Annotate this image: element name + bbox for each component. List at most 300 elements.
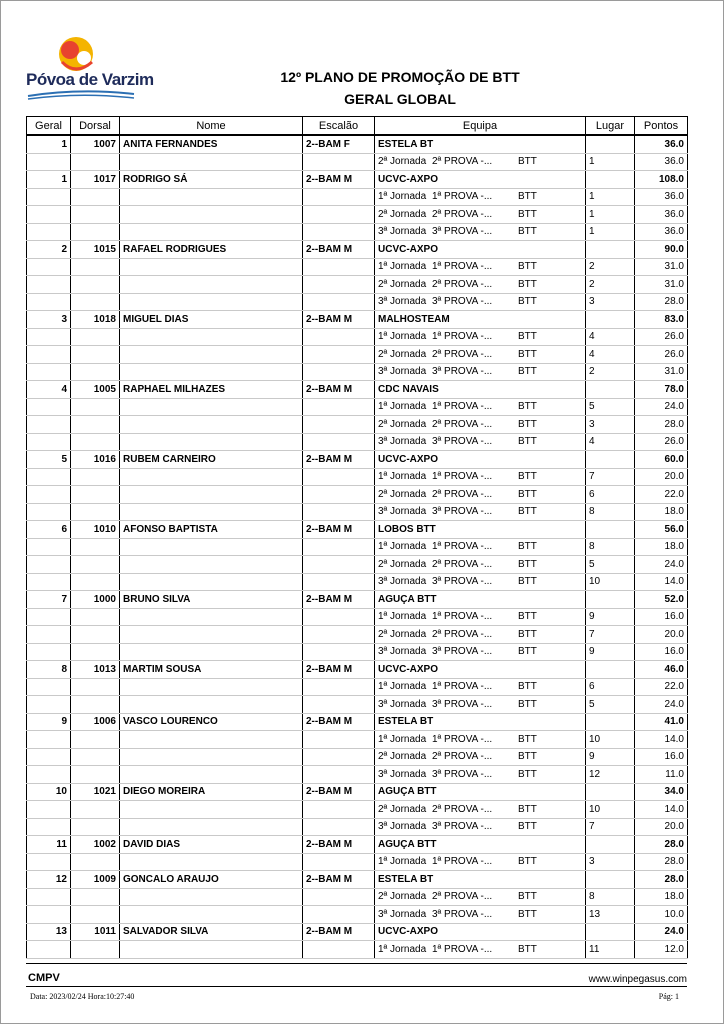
empty-cell xyxy=(27,906,71,924)
jornada-label: 3ª Jornada xyxy=(378,576,427,588)
prova-info-cell xyxy=(375,503,586,521)
empty-cell xyxy=(303,293,375,311)
empty-cell xyxy=(303,188,375,206)
prova-info-cell xyxy=(375,906,586,924)
empty-cell xyxy=(27,941,71,959)
prova-row xyxy=(27,818,688,836)
escalao-cell: 2--BAM M xyxy=(303,661,375,679)
prova-row xyxy=(27,328,688,346)
geral-cell: 1 xyxy=(27,135,71,153)
lugar-cell: 5 xyxy=(586,398,635,416)
pontos-cell: 52.0 xyxy=(635,591,688,609)
pontos-cell: 26.0 xyxy=(635,433,688,451)
lugar-cell xyxy=(586,171,635,189)
modalidade-label: BTT xyxy=(518,261,537,273)
athlete-row xyxy=(27,836,688,854)
empty-cell xyxy=(71,538,120,556)
prova-label: 3ª PROVA -... xyxy=(432,821,493,833)
equipa-cell: UCVC-AXPO xyxy=(375,923,586,941)
modalidade-label: BTT xyxy=(518,803,537,815)
prova-info-cell xyxy=(375,941,586,959)
lugar-cell: 1 xyxy=(586,188,635,206)
pontos-cell: 14.0 xyxy=(635,731,688,749)
empty-cell xyxy=(71,293,120,311)
jornada-label: 1ª Jornada xyxy=(378,611,427,623)
prova-info-cell xyxy=(375,608,586,626)
lugar-cell: 2 xyxy=(586,363,635,381)
prova-row xyxy=(27,223,688,241)
jornada-label: 1ª Jornada xyxy=(378,261,427,273)
empty-cell xyxy=(71,433,120,451)
prova-label: 1ª PROVA -... xyxy=(432,611,493,623)
pontos-cell: 36.0 xyxy=(635,153,688,171)
empty-cell xyxy=(71,398,120,416)
pontos-cell: 108.0 xyxy=(635,171,688,189)
geral-cell: 8 xyxy=(27,661,71,679)
athlete-row xyxy=(27,661,688,679)
dorsal-cell: 1011 xyxy=(71,923,120,941)
equipa-cell: UCVC-AXPO xyxy=(375,661,586,679)
empty-cell xyxy=(120,486,303,504)
empty-cell xyxy=(71,906,120,924)
prova-info-cell xyxy=(375,416,586,434)
pontos-cell: 22.0 xyxy=(635,486,688,504)
empty-cell xyxy=(71,853,120,871)
pontos-cell: 16.0 xyxy=(635,748,688,766)
empty-cell xyxy=(71,363,120,381)
prova-label: 2ª PROVA -... xyxy=(432,348,493,360)
escalao-cell: 2--BAM M xyxy=(303,381,375,399)
athlete-row xyxy=(27,521,688,539)
empty-cell xyxy=(27,503,71,521)
prova-row xyxy=(27,643,688,661)
empty-cell xyxy=(303,608,375,626)
empty-cell xyxy=(27,696,71,714)
pontos-cell: 41.0 xyxy=(635,713,688,731)
prova-info-cell xyxy=(375,363,586,381)
empty-cell xyxy=(120,696,303,714)
nome-cell: DIEGO MOREIRA xyxy=(120,783,303,801)
dorsal-cell: 1002 xyxy=(71,836,120,854)
empty-cell xyxy=(27,486,71,504)
escalao-cell: 2--BAM M xyxy=(303,311,375,329)
prova-row xyxy=(27,276,688,294)
empty-cell xyxy=(71,468,120,486)
jornada-label: 2ª Jornada xyxy=(378,348,427,360)
empty-cell xyxy=(71,643,120,661)
empty-cell xyxy=(303,818,375,836)
col-pontos: Pontos xyxy=(635,117,688,136)
equipa-cell: CDC NAVAIS xyxy=(375,381,586,399)
empty-cell xyxy=(303,223,375,241)
lugar-cell xyxy=(586,451,635,469)
lugar-cell xyxy=(586,381,635,399)
prova-info-cell xyxy=(375,731,586,749)
prova-row xyxy=(27,153,688,171)
empty-cell xyxy=(71,206,120,224)
empty-cell xyxy=(120,293,303,311)
empty-cell xyxy=(303,731,375,749)
prova-row xyxy=(27,906,688,924)
empty-cell xyxy=(303,486,375,504)
escalao-cell: 2--BAM F xyxy=(303,135,375,153)
prova-row xyxy=(27,398,688,416)
empty-cell xyxy=(120,503,303,521)
empty-cell xyxy=(27,801,71,819)
empty-cell xyxy=(120,801,303,819)
col-escalao: Escalão xyxy=(303,117,375,136)
pontos-cell: 31.0 xyxy=(635,258,688,276)
empty-cell xyxy=(120,678,303,696)
empty-cell xyxy=(27,468,71,486)
lugar-cell: 4 xyxy=(586,433,635,451)
empty-cell xyxy=(303,556,375,574)
prova-label: 1ª PROVA -... xyxy=(432,401,493,413)
empty-cell xyxy=(303,468,375,486)
dorsal-cell: 1016 xyxy=(71,451,120,469)
jornada-label: 1ª Jornada xyxy=(378,856,427,868)
prova-info-cell xyxy=(375,328,586,346)
jornada-label: 1ª Jornada xyxy=(378,331,427,343)
empty-cell xyxy=(303,696,375,714)
equipa-cell: AGUÇA BTT xyxy=(375,836,586,854)
lugar-cell xyxy=(586,241,635,259)
pontos-cell: 28.0 xyxy=(635,416,688,434)
jornada-label: 1ª Jornada xyxy=(378,733,427,745)
pontos-cell: 12.0 xyxy=(635,941,688,959)
escalao-cell: 2--BAM M xyxy=(303,171,375,189)
prova-label: 1ª PROVA -... xyxy=(432,733,493,745)
geral-cell: 3 xyxy=(27,311,71,329)
pontos-cell: 26.0 xyxy=(635,346,688,364)
equipa-cell: UCVC-AXPO xyxy=(375,171,586,189)
empty-cell xyxy=(303,643,375,661)
nome-cell: SALVADOR SILVA xyxy=(120,923,303,941)
geral-cell: 6 xyxy=(27,521,71,539)
empty-cell xyxy=(303,538,375,556)
prova-row xyxy=(27,678,688,696)
empty-cell xyxy=(303,888,375,906)
prova-label: 1ª PROVA -... xyxy=(432,541,493,553)
pontos-cell: 18.0 xyxy=(635,538,688,556)
empty-cell xyxy=(120,328,303,346)
jornada-label: 2ª Jornada xyxy=(378,628,427,640)
empty-cell xyxy=(120,573,303,591)
prova-label: 3ª PROVA -... xyxy=(432,576,493,588)
equipa-cell: ESTELA BT xyxy=(375,135,586,153)
nome-cell: RUBEM CARNEIRO xyxy=(120,451,303,469)
nome-cell: VASCO LOURENCO xyxy=(120,713,303,731)
empty-cell xyxy=(27,188,71,206)
athlete-row xyxy=(27,713,688,731)
pontos-cell: 83.0 xyxy=(635,311,688,329)
athlete-row xyxy=(27,135,688,153)
logo-text: Póvoa de Varzim xyxy=(26,70,154,89)
prova-row xyxy=(27,188,688,206)
prova-row xyxy=(27,363,688,381)
modalidade-label: BTT xyxy=(518,226,537,238)
empty-cell xyxy=(71,731,120,749)
dorsal-cell: 1009 xyxy=(71,871,120,889)
pontos-cell: 16.0 xyxy=(635,643,688,661)
nome-cell: ANITA FERNANDES xyxy=(120,135,303,153)
modalidade-label: BTT xyxy=(518,751,537,763)
modalidade-label: BTT xyxy=(518,611,537,623)
jornada-label: 3ª Jornada xyxy=(378,436,427,448)
lugar-cell: 6 xyxy=(586,678,635,696)
nome-cell: AFONSO BAPTISTA xyxy=(120,521,303,539)
equipa-cell: UCVC-AXPO xyxy=(375,241,586,259)
empty-cell xyxy=(71,486,120,504)
empty-cell xyxy=(27,398,71,416)
escalao-cell: 2--BAM M xyxy=(303,923,375,941)
empty-cell xyxy=(303,748,375,766)
empty-cell xyxy=(303,328,375,346)
results-table xyxy=(26,116,688,959)
prova-info-cell xyxy=(375,853,586,871)
dorsal-cell: 1021 xyxy=(71,783,120,801)
prova-row xyxy=(27,853,688,871)
prova-info-cell xyxy=(375,888,586,906)
jornada-label: 2ª Jornada xyxy=(378,488,427,500)
lugar-cell: 3 xyxy=(586,853,635,871)
empty-cell xyxy=(120,258,303,276)
pontos-cell: 24.0 xyxy=(635,556,688,574)
empty-cell xyxy=(71,503,120,521)
modalidade-label: BTT xyxy=(518,506,537,518)
prova-label: 2ª PROVA -... xyxy=(432,891,493,903)
modalidade-label: BTT xyxy=(518,471,537,483)
jornada-label: 3ª Jornada xyxy=(378,226,427,238)
empty-cell xyxy=(71,608,120,626)
empty-cell xyxy=(71,801,120,819)
pontos-cell: 11.0 xyxy=(635,766,688,784)
empty-cell xyxy=(120,276,303,294)
empty-cell xyxy=(303,206,375,224)
pontos-cell: 18.0 xyxy=(635,503,688,521)
jornada-label: 1ª Jornada xyxy=(378,401,427,413)
jornada-label: 3ª Jornada xyxy=(378,821,427,833)
prova-info-cell xyxy=(375,206,586,224)
empty-cell xyxy=(120,748,303,766)
prova-info-cell xyxy=(375,398,586,416)
jornada-label: 1ª Jornada xyxy=(378,541,427,553)
modalidade-label: BTT xyxy=(518,821,537,833)
prova-row xyxy=(27,416,688,434)
prova-row xyxy=(27,766,688,784)
lugar-cell xyxy=(586,311,635,329)
lugar-cell xyxy=(586,661,635,679)
empty-cell xyxy=(120,538,303,556)
equipa-cell: MALHOSTEAM xyxy=(375,311,586,329)
pontos-cell: 31.0 xyxy=(635,276,688,294)
empty-cell xyxy=(303,433,375,451)
report-subtitle: GERAL GLOBAL xyxy=(344,91,456,107)
empty-cell xyxy=(303,363,375,381)
athlete-row xyxy=(27,923,688,941)
pontos-cell: 36.0 xyxy=(635,206,688,224)
lugar-cell: 10 xyxy=(586,731,635,749)
geral-cell: 7 xyxy=(27,591,71,609)
modalidade-label: BTT xyxy=(518,191,537,203)
prova-label: 2ª PROVA -... xyxy=(432,628,493,640)
modalidade-label: BTT xyxy=(518,628,537,640)
empty-cell xyxy=(303,503,375,521)
empty-cell xyxy=(120,188,303,206)
dorsal-cell: 1000 xyxy=(71,591,120,609)
lugar-cell: 2 xyxy=(586,258,635,276)
empty-cell xyxy=(27,626,71,644)
empty-cell xyxy=(303,941,375,959)
prova-info-cell xyxy=(375,468,586,486)
empty-cell xyxy=(120,468,303,486)
col-nome: Nome xyxy=(120,117,303,136)
prova-row xyxy=(27,258,688,276)
prova-row xyxy=(27,573,688,591)
equipa-cell: LOBOS BTT xyxy=(375,521,586,539)
empty-cell xyxy=(27,328,71,346)
empty-cell xyxy=(71,223,120,241)
empty-cell xyxy=(120,626,303,644)
prova-info-cell xyxy=(375,276,586,294)
footer-page: Pág: 1 xyxy=(658,992,679,1001)
prova-row xyxy=(27,556,688,574)
empty-cell xyxy=(71,748,120,766)
lugar-cell: 8 xyxy=(586,888,635,906)
nome-cell: GONCALO ARAUJO xyxy=(120,871,303,889)
empty-cell xyxy=(120,206,303,224)
lugar-cell: 4 xyxy=(586,328,635,346)
col-geral: Geral xyxy=(27,117,71,136)
pontos-cell: 14.0 xyxy=(635,573,688,591)
pontos-cell: 22.0 xyxy=(635,678,688,696)
geral-cell: 11 xyxy=(27,836,71,854)
modalidade-label: BTT xyxy=(518,698,537,710)
lugar-cell: 10 xyxy=(586,801,635,819)
prova-info-cell xyxy=(375,626,586,644)
pontos-cell: 18.0 xyxy=(635,888,688,906)
lugar-cell: 9 xyxy=(586,643,635,661)
jornada-label: 1ª Jornada xyxy=(378,943,427,955)
empty-cell xyxy=(27,608,71,626)
prova-info-cell xyxy=(375,818,586,836)
pontos-cell: 36.0 xyxy=(635,135,688,153)
modalidade-label: BTT xyxy=(518,418,537,430)
lugar-cell xyxy=(586,135,635,153)
modalidade-label: BTT xyxy=(518,558,537,570)
modalidade-label: BTT xyxy=(518,208,537,220)
lugar-cell: 5 xyxy=(586,556,635,574)
empty-cell xyxy=(120,941,303,959)
nome-cell: MARTIM SOUSA xyxy=(120,661,303,679)
jornada-label: 1ª Jornada xyxy=(378,471,427,483)
prova-info-cell xyxy=(375,258,586,276)
empty-cell xyxy=(27,643,71,661)
pontos-cell: 36.0 xyxy=(635,223,688,241)
pontos-cell: 16.0 xyxy=(635,608,688,626)
modalidade-label: BTT xyxy=(518,908,537,920)
prova-info-cell xyxy=(375,188,586,206)
jornada-label: 1ª Jornada xyxy=(378,681,427,693)
prova-label: 3ª PROVA -... xyxy=(432,296,493,308)
prova-info-cell xyxy=(375,538,586,556)
empty-cell xyxy=(27,678,71,696)
prova-row xyxy=(27,293,688,311)
geral-cell: 10 xyxy=(27,783,71,801)
prova-label: 2ª PROVA -... xyxy=(432,208,493,220)
prova-row xyxy=(27,433,688,451)
empty-cell xyxy=(120,643,303,661)
prova-row xyxy=(27,486,688,504)
pontos-cell: 56.0 xyxy=(635,521,688,539)
lugar-cell: 5 xyxy=(586,696,635,714)
geral-cell: 2 xyxy=(27,241,71,259)
empty-cell xyxy=(120,906,303,924)
escalao-cell: 2--BAM M xyxy=(303,871,375,889)
lugar-cell: 8 xyxy=(586,538,635,556)
empty-cell xyxy=(120,853,303,871)
empty-cell xyxy=(27,276,71,294)
modalidade-label: BTT xyxy=(518,366,537,378)
prova-info-cell xyxy=(375,486,586,504)
empty-cell xyxy=(27,538,71,556)
footer-date: Data: 2023/02/24 Hora:10:27:40 xyxy=(30,992,135,1001)
table-header xyxy=(27,117,688,136)
jornada-label: 3ª Jornada xyxy=(378,366,427,378)
empty-cell xyxy=(71,766,120,784)
lugar-cell: 9 xyxy=(586,748,635,766)
jornada-label: 2ª Jornada xyxy=(378,891,427,903)
prova-row xyxy=(27,696,688,714)
prova-info-cell xyxy=(375,766,586,784)
prova-row xyxy=(27,731,688,749)
empty-cell xyxy=(303,766,375,784)
empty-cell xyxy=(27,293,71,311)
lugar-cell: 1 xyxy=(586,206,635,224)
jornada-label: 2ª Jornada xyxy=(378,208,427,220)
jornada-label: 2ª Jornada xyxy=(378,418,427,430)
empty-cell xyxy=(71,328,120,346)
report-title: 12º PLANO DE PROMOÇÃO DE BTT xyxy=(280,69,520,85)
empty-cell xyxy=(27,346,71,364)
prova-info-cell xyxy=(375,801,586,819)
modalidade-label: BTT xyxy=(518,681,537,693)
jornada-label: 3ª Jornada xyxy=(378,908,427,920)
lugar-cell xyxy=(586,871,635,889)
jornada-label: 2ª Jornada xyxy=(378,278,427,290)
prova-info-cell xyxy=(375,573,586,591)
modalidade-label: BTT xyxy=(518,733,537,745)
prova-row xyxy=(27,941,688,959)
empty-cell xyxy=(71,346,120,364)
lugar-cell: 2 xyxy=(586,276,635,294)
lugar-cell: 11 xyxy=(586,941,635,959)
results-body xyxy=(27,135,688,958)
col-equipa: Equipa xyxy=(375,117,586,136)
nome-cell: RAPHAEL MILHAZES xyxy=(120,381,303,399)
nome-cell: RODRIGO SÁ xyxy=(120,171,303,189)
pontos-cell: 90.0 xyxy=(635,241,688,259)
modalidade-label: BTT xyxy=(518,541,537,553)
pontos-cell: 28.0 xyxy=(635,836,688,854)
nome-cell: DAVID DIAS xyxy=(120,836,303,854)
pontos-cell: 36.0 xyxy=(635,188,688,206)
empty-cell xyxy=(71,276,120,294)
lugar-cell: 1 xyxy=(586,153,635,171)
empty-cell xyxy=(120,153,303,171)
lugar-cell: 6 xyxy=(586,486,635,504)
dorsal-cell: 1010 xyxy=(71,521,120,539)
